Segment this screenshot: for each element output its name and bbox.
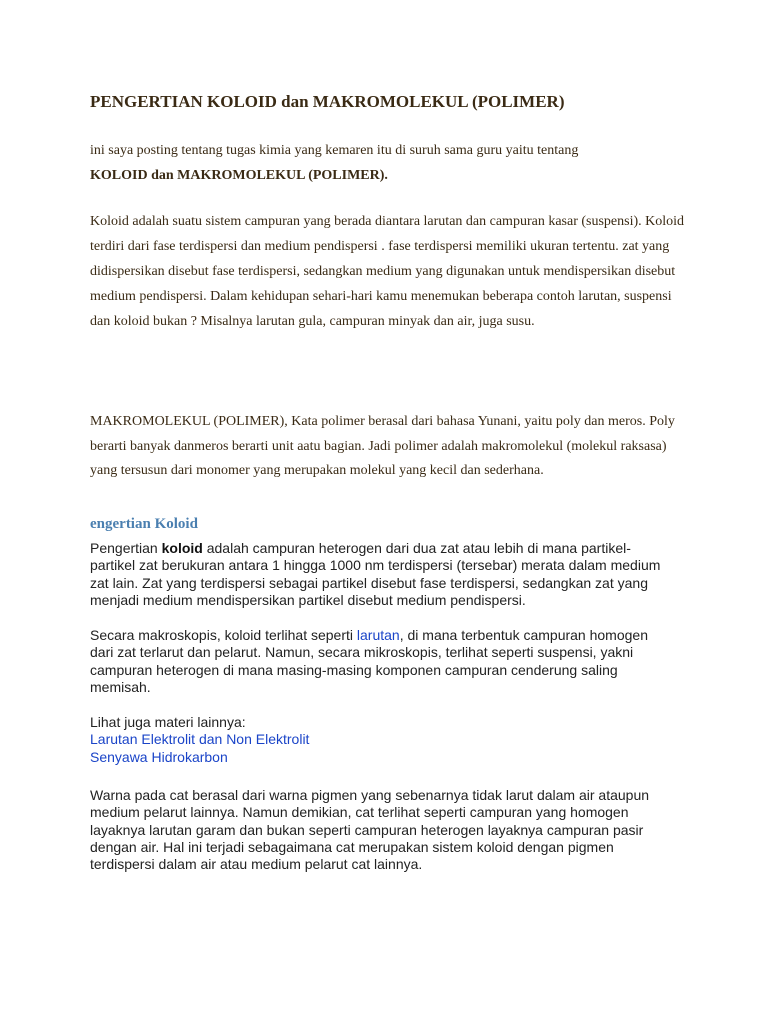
makromolekul-paragraph: MAKROMOLEKUL (POLIMER), Kata polimer berasal dari bahasa Yunani, yaitu poly dan meros. Poly berarti banyak danmeros berarti unit aatu bagian. Jadi polimer adalah makromolekul (molekul raksasa) yang tersusun dari monomer yang merupakan molekul yang kecil dan sederhana.: [90, 414, 675, 478]
definition-pre: Pengertian: [90, 540, 162, 556]
page-title: PENGERTIAN KOLOID dan MAKROMOLEKUL (POLIMER): [90, 92, 565, 111]
intro-line-1: ini saya posting tentang tugas kimia yang kemaren itu di suruh sama guru yaitu tentang: [90, 143, 579, 158]
link-senyawa-hidrokarbon[interactable]: Senyawa Hidrokarbon: [90, 748, 228, 765]
definition-paragraph: [90, 540, 665, 609]
paint-paragraph: Warna pada cat berasal dari warna pigmen yang sebenarnya tidak larut dalam air ataupun medium pelarut lainnya. Namun demikian, cat terlihat seperti campuran yang homogen layaknya larutan garam dan bukan seperti campuran heterogen layaknya campuran pasir dengan air. Hal ini terjadi sebagaimana cat merupakan sistem koloid dengan pigmen terdispersi dalam air atau medium pelarut cat lainnya.: [90, 787, 650, 873]
definition-bold-term: koloid: [161, 540, 203, 556]
larutan-link[interactable]: larutan: [356, 627, 400, 643]
see-also-block: [90, 714, 665, 766]
section-subheading: engertian Koloid: [90, 516, 198, 532]
intro-line-2: KOLOID dan MAKROMOLEKUL (POLIMER).: [90, 168, 388, 183]
macroscopic-post: , di mana terbentuk campuran homogen dari zat terlarut dan pelarut. Namun, secara mikroskopis, terlihat seperti suspensi, yakni campuran heterogen di mana masing-masing komponen campuran cenderung saling memisah.: [90, 627, 648, 695]
intro-paragraph: [90, 138, 690, 188]
macroscopic-paragraph: [90, 627, 665, 696]
definition-post: adalah campuran heterogen dari dua zat atau lebih di mana partikel-partikel zat berukuran antara 1 hingga 1000 nm terdispersi (tersebar) merata dalam medium zat lain. Zat yang terdispersi sebagai partikel disebut fase terdispersi, sedangkan zat yang menjadi medium mendispersikan partikel disebut medium pendispersi.: [90, 540, 661, 608]
link-larutan-elektrolit[interactable]: Larutan Elektrolit dan Non Elektrolit: [90, 731, 310, 748]
see-also-label: Lihat juga materi lainnya:: [90, 714, 246, 730]
koloid-paragraph: Koloid adalah suatu sistem campuran yang berada diantara larutan dan campuran kasar (suspensi). Koloid terdiri dari fase terdispersi dan medium pendispersi . fase terdispersi memiliki ukuran tertentu. zat yang didispersikan disebut fase terdispersi, sedangkan medium yang digunakan untuk mendispersikan disebut medium pendispersi. Dalam kehidupan sehari-hari kamu menemukan beberapa contoh larutan, suspensi dan koloid bukan ? Misalnya larutan gula, campuran minyak dan air, juga susu.: [90, 214, 685, 329]
macroscopic-pre: Secara makroskopis, koloid terlihat seperti: [90, 627, 357, 643]
